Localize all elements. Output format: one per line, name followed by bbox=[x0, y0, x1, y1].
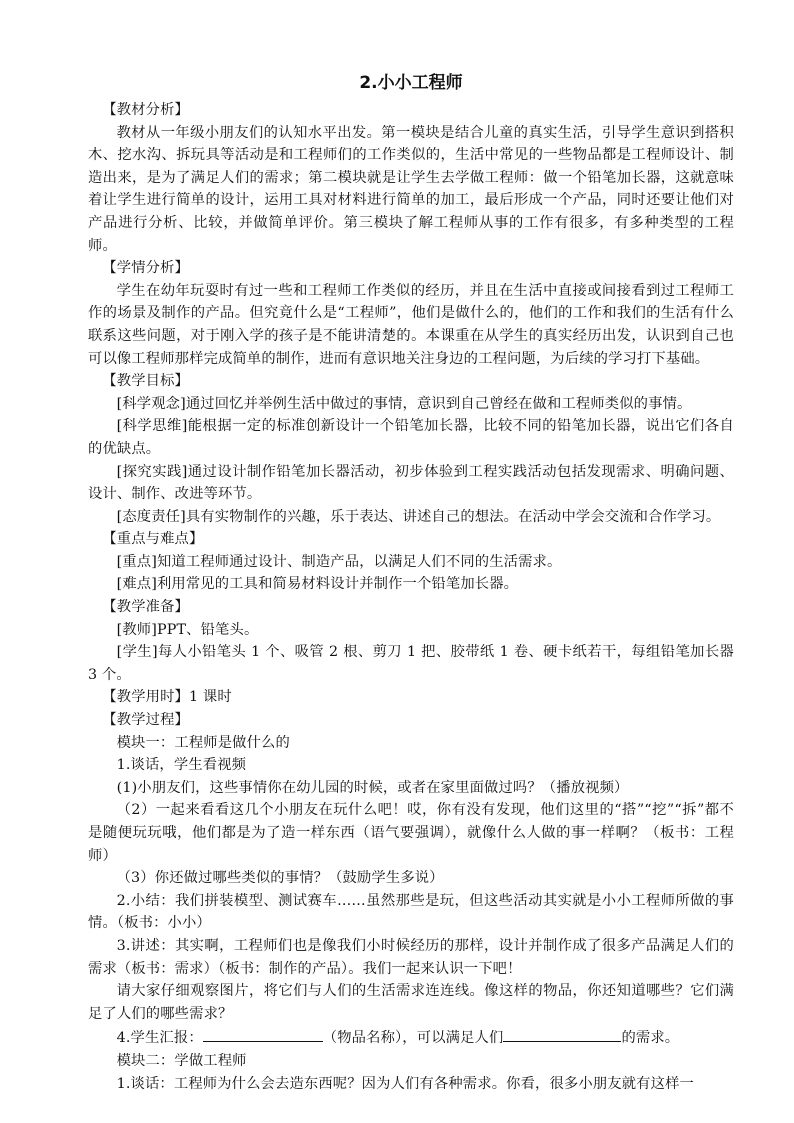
document-body bbox=[88, 99, 734, 1025]
paragraph: 【教学用时】1 课时 bbox=[102, 689, 232, 706]
paragraph: [学生]每人小铅笔头 1 个、吸管 2 根、剪刀 1 把、胶带纸 1 卷、硬卡纸若干，每组铅笔加长器 3 个。 bbox=[88, 644, 734, 683]
paragraph: 1.谈话，学生看视频 bbox=[116, 757, 247, 774]
paragraph: 请大家仔细观察图片，将它们与人们的生活需求连连线。像这样的物品，你还知道哪些？它们满足了人们的哪些需求？ bbox=[88, 983, 734, 1022]
paragraph: [态度责任]具有实物制作的兴趣，乐于表达、讲述自己的想法。在活动中学会交流和合作学习。 bbox=[116, 508, 721, 525]
paragraph: 【重点与难点】 bbox=[102, 531, 204, 548]
paragraph: [科学思维]能根据一定的标准创新设计一个铅笔加长器，比较不同的铅笔加长器，说出它们各自的优缺点。 bbox=[88, 418, 734, 457]
paragraph: （2）一起来看看这几个小朋友在玩什么吧！哎，你有没有发现，他们这里的“搭”“挖”“拆”都不是随便玩玩哦，他们都是为了造一样东西（语气要强调），就像什么人做的事一样啊？（板书：工程师） bbox=[88, 802, 734, 864]
paragraph: [重点]知道工程师通过设计、制造产品，以满足人们不同的生活需求。 bbox=[116, 553, 562, 570]
paragraph: [探究实践]通过设计制作铅笔加长器活动，初步体验到工程实践活动包括发现需求、明确问题、设计、制作、改进等环节。 bbox=[88, 463, 734, 503]
paragraph: [难点]利用常见的工具和简易材料设计并制作一个铅笔加长器。 bbox=[116, 576, 519, 593]
need-blank bbox=[503, 1025, 621, 1042]
report-suffix: 的需求。 bbox=[621, 1030, 680, 1047]
paragraph: （3）你还做过哪些类似的事情？（鼓励学生多说） bbox=[116, 870, 444, 887]
paragraph: 【教材分析】 bbox=[102, 102, 189, 118]
paragraph: 1.谈话：工程师为什么会去造东西呢？因为人们有各种需求。你看，很多小朋友就有这样一 bbox=[116, 1075, 694, 1092]
paragraph: 【教学目标】 bbox=[102, 373, 189, 390]
paragraph: [教师]PPT、铅笔头。 bbox=[116, 621, 259, 638]
paragraph: (1)小朋友们，这些事情你在幼儿园的时候，或者在家里面做过吗？（播放视频） bbox=[116, 779, 629, 796]
paragraph: 3.讲述：其实啊，工程师们也是像我们小时候经历的那样，设计并制作成了很多产品满足人们的需求（板书：需求）（板书：制作的产品）。我们一起来认识一下吧！ bbox=[88, 937, 734, 977]
paragraph: 模块二：学做工程师 bbox=[116, 1052, 247, 1069]
report-middle: （物品名称），可以满足人们 bbox=[322, 1030, 504, 1047]
document-page bbox=[88, 60, 734, 1095]
report-prefix: 4.学生汇报： bbox=[116, 1030, 203, 1047]
paragraph: [科学观念]通过回忆并举例生活中做过的事情，意识到自己曾经在做和工程师类似的事情。 bbox=[116, 395, 692, 412]
paragraph: 【教学过程】 bbox=[102, 712, 189, 729]
paragraph: 教材从一年级小朋友们的认知水平出发。第一模块是结合儿童的真实生活，引导学生意识到搭积木、挖水沟、拆玩具等活动是和工程师们的工作类似的，生活中常见的一些物品都是工程师设计、制造出来，是为了满足人们的需求；第二模块就是让学生去学做工程师：做一个铅笔加长器，这就意味着让学生进行简单的设计，运用工具对材料进行简单的加工，最后形成一个产品，同时还要让他们对产品进行分析、比较，并做简单评价。第三模块了解工程师从事的工作有很多，有多种类型的工程师。 bbox=[88, 124, 734, 254]
page-title: 2.小小工程师 bbox=[359, 73, 463, 93]
paragraph: 模块一：工程师是做什么的 bbox=[116, 734, 290, 751]
report-line bbox=[88, 1025, 734, 1050]
paragraph: 学生在幼年玩耍时有过一些和工程师工作类似的经历，并且在生活中直接或间接看到过工程师工作的场景及制作的产品。但究竟什么是“工程师”，他们是做什么的，他们的工作和我们的生活有什么联系这些问题，对于刚入学的孩子是不能讲清楚的。本课重在从学生的真实经历出发，认识到自己也可以像工程师那样完成简单的制作，进而有意识地关注身边的工程问题，为后续的学习打下基础。 bbox=[88, 282, 734, 367]
paragraph: 【教学准备】 bbox=[102, 599, 189, 616]
item-name-blank bbox=[203, 1025, 323, 1042]
paragraph: 【学情分析】 bbox=[102, 260, 189, 277]
paragraph: 2.小结：我们拼装模型、测试赛车……虽然那些是玩，但这些活动其实就是小小工程师所做的事情。（板书：小小） bbox=[88, 892, 734, 932]
document-body-tail bbox=[88, 1050, 734, 1095]
